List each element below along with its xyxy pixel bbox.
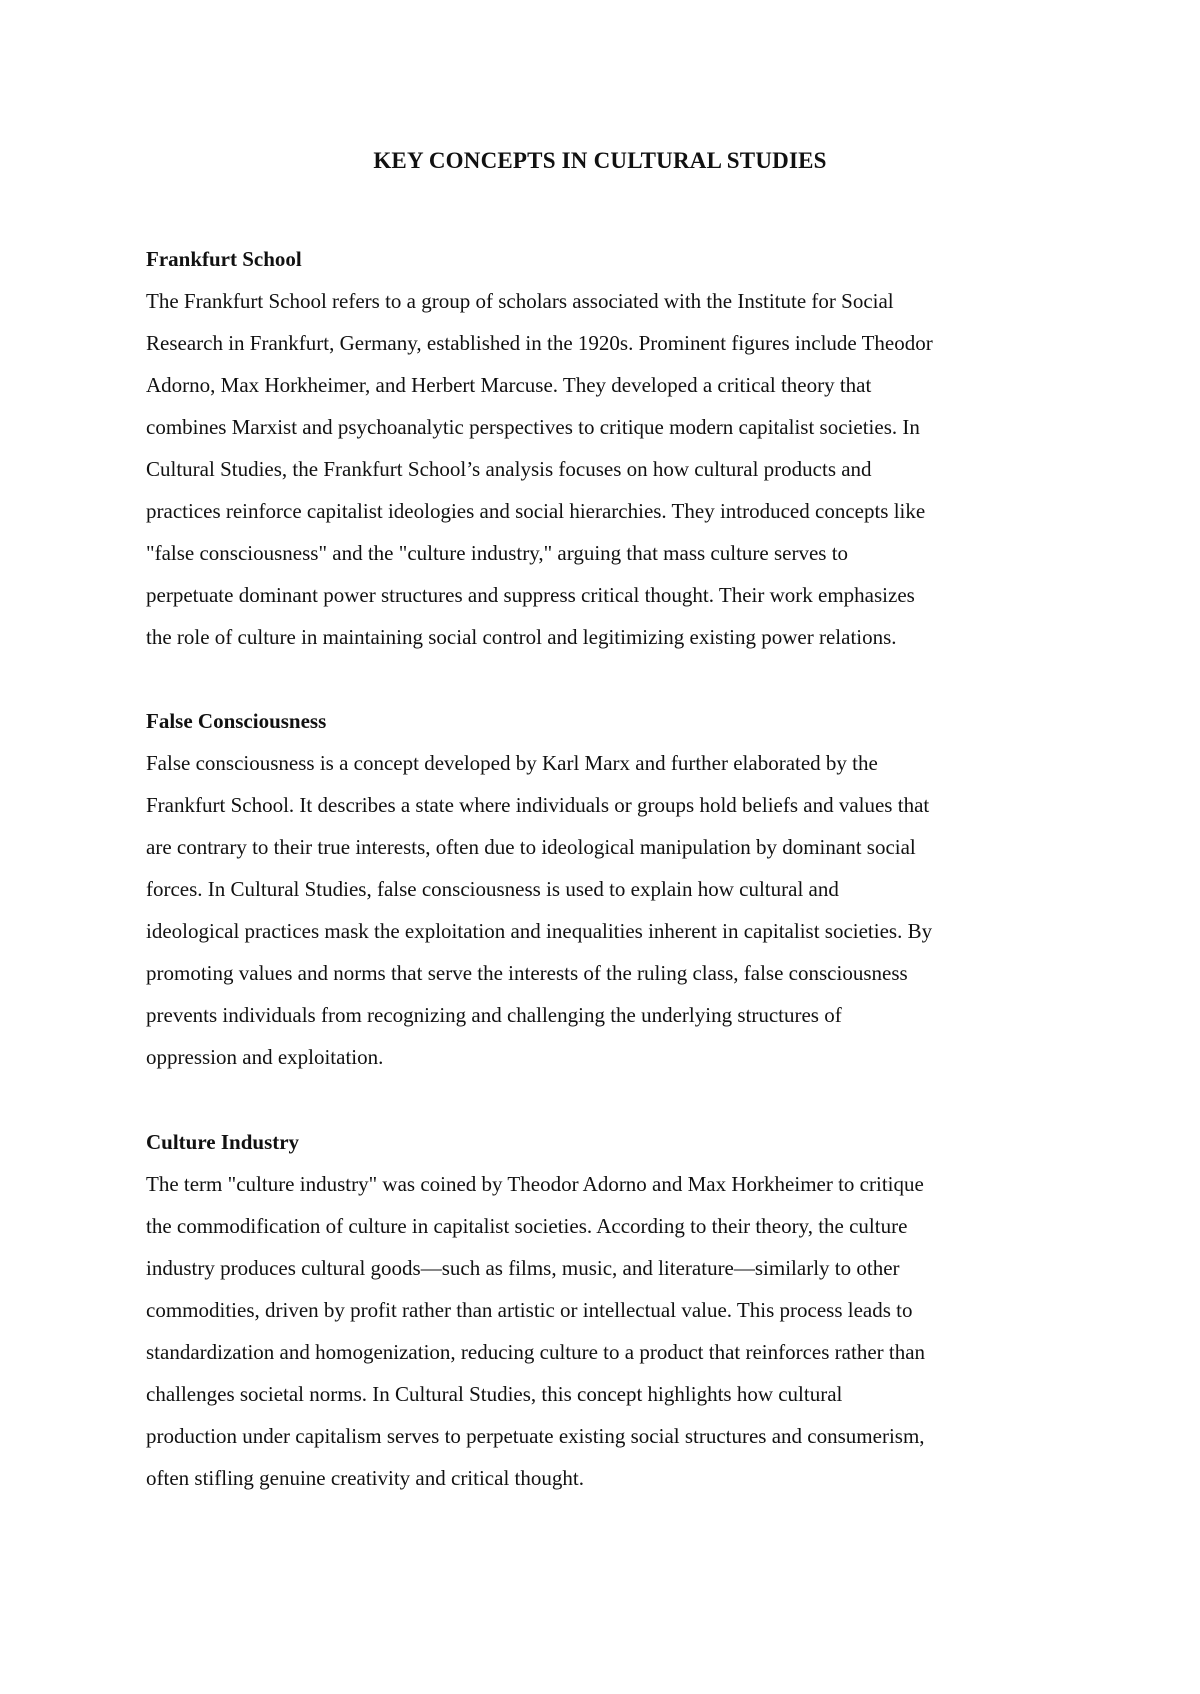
section-body	[146, 280, 1076, 658]
body-line: ideological practices mask the exploitation and inequalities inherent in capitalist societies. By	[146, 919, 933, 943]
body-line: production under capitalism serves to perpetuate existing social structures and consumerism,	[146, 1424, 925, 1448]
body-line: often stifling genuine creativity and critical thought.	[146, 1466, 584, 1490]
section-body	[146, 1163, 1076, 1499]
body-line: prevents individuals from recognizing and challenging the underlying structures of	[146, 1003, 842, 1027]
body-line: The term "culture industry" was coined by Theodor Adorno and Max Horkheimer to critique	[146, 1172, 924, 1196]
body-line: promoting values and norms that serve the interests of the ruling class, false consciousness	[146, 961, 908, 985]
section-heading: False Consciousness	[146, 709, 327, 733]
body-line: practices reinforce capitalist ideologies and social hierarchies. They introduced concepts like	[146, 499, 926, 523]
body-line: False consciousness is a concept developed by Karl Marx and further elaborated by the	[146, 751, 878, 775]
body-line: are contrary to their true interests, often due to ideological manipulation by dominant social	[146, 835, 916, 859]
body-line: Cultural Studies, the Frankfurt School’s analysis focuses on how cultural products and	[146, 457, 872, 481]
section-frankfurt-school	[146, 238, 1076, 658]
section-heading: Frankfurt School	[146, 247, 302, 271]
document-title: KEY CONCEPTS IN CULTURAL STUDIES	[373, 148, 827, 173]
body-line: The Frankfurt School refers to a group of scholars associated with the Institute for Social	[146, 289, 894, 313]
section-body	[146, 742, 1076, 1078]
section-culture-industry	[146, 1121, 1076, 1499]
body-line: industry produces cultural goods—such as films, music, and literature—similarly to other	[146, 1256, 900, 1280]
section-false-consciousness	[146, 700, 1076, 1078]
section-heading: Culture Industry	[146, 1130, 300, 1154]
body-line: oppression and exploitation.	[146, 1045, 384, 1069]
body-line: combines Marxist and psychoanalytic perspectives to critique modern capitalist societies. In	[146, 415, 920, 439]
body-line: "false consciousness" and the "culture industry," arguing that mass culture serves to	[146, 541, 849, 565]
body-line: forces. In Cultural Studies, false consciousness is used to explain how cultural and	[146, 877, 839, 901]
body-line: challenges societal norms. In Cultural Studies, this concept highlights how cultural	[146, 1382, 843, 1406]
body-line: Research in Frankfurt, Germany, established in the 1920s. Prominent figures include Theodor	[146, 331, 933, 355]
body-line: the role of culture in maintaining social control and legitimizing existing power relations.	[146, 625, 897, 649]
body-line: Adorno, Max Horkheimer, and Herbert Marcuse. They developed a critical theory that	[146, 373, 872, 397]
body-line: standardization and homogenization, reducing culture to a product that reinforces rather than	[146, 1340, 926, 1364]
body-line: the commodification of culture in capitalist societies. According to their theory, the culture	[146, 1214, 908, 1238]
body-line: perpetuate dominant power structures and suppress critical thought. Their work emphasizes	[146, 583, 915, 607]
body-line: Frankfurt School. It describes a state where individuals or groups hold beliefs and values that	[146, 793, 930, 817]
body-line: commodities, driven by profit rather than artistic or intellectual value. This process leads to	[146, 1298, 913, 1322]
